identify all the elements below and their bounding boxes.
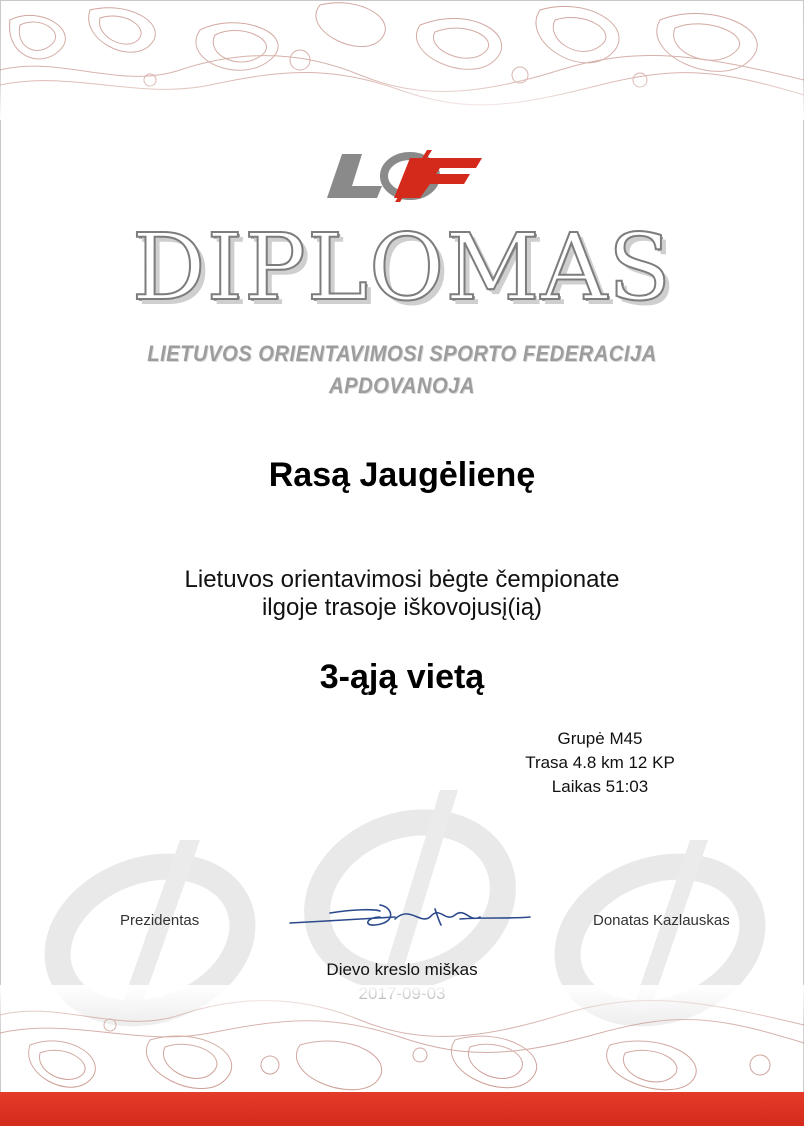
time-label: Laikas 51:03 xyxy=(551,777,649,796)
place-awarded: 3-ąją vietą xyxy=(319,658,485,696)
diploma-title: DIPLOMAS xyxy=(131,214,673,321)
result-details xyxy=(500,727,700,799)
signatory-name: Donatas Kazlauskas xyxy=(593,912,730,929)
federation-line-1: LIETUVOS ORIENTAVIMOSI SPORTO FEDERACIJA xyxy=(147,341,657,366)
federation-text xyxy=(32,338,772,402)
group-label: Grupė M45 xyxy=(557,729,643,748)
topographic-pattern-top xyxy=(0,0,804,120)
handwritten-signature xyxy=(285,895,535,935)
recipient-name: Rasą Jaugėlienę xyxy=(268,456,536,494)
federation-line-2: APDOVANOJA xyxy=(329,373,475,398)
signatory-role: Prezidentas xyxy=(120,912,200,929)
topographic-pattern-bottom xyxy=(0,985,804,1095)
bottom-red-band xyxy=(0,1092,804,1126)
event-venue: Dievo kreslo miškas xyxy=(326,960,478,979)
course-label: Trasa 4.8 km 12 KP xyxy=(525,753,675,772)
achievement-line-1: Lietuvos orientavimosi bėgte čempionate xyxy=(184,566,620,593)
achievement-text xyxy=(0,566,804,622)
federation-logo xyxy=(322,150,487,202)
achievement-line-2: ilgoje trasoje iškovojusį(ią) xyxy=(261,594,543,621)
